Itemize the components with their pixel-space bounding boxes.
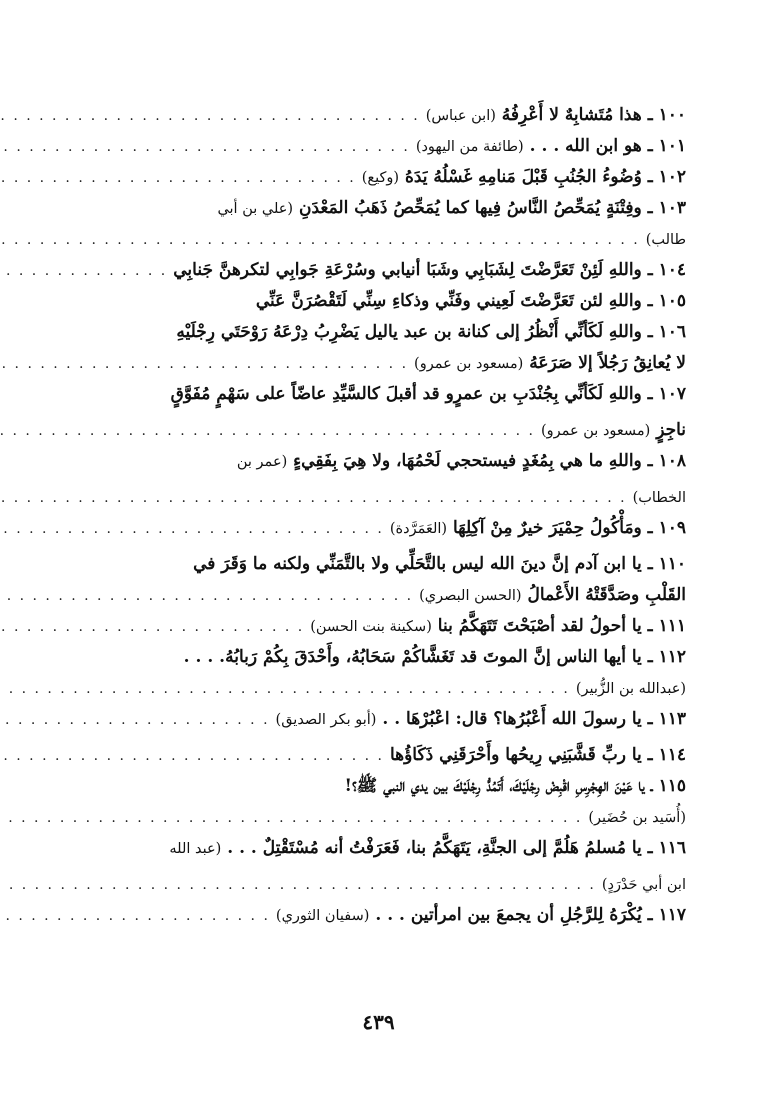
entry-source: (العَمَرَّدة) xyxy=(389,521,448,537)
entry-text: ١٠٠ ـ هذا مُتَشابِهٌ لا أَعْرِفُهُ (ابن عباس) xyxy=(425,105,686,125)
entry-text xyxy=(633,482,686,514)
entry-text: ١٠٤ ـ واللهِ لَئِنْ تَعَرَّضْتَ لِشَبَابِي وشَبَا أنيابي وسُرْعَةِ جَوابِي لتكرهنَّ جَنابِي xyxy=(173,260,686,280)
entry-text: ١١٧ ـ يُكْرَهُ لِلرَّجُلِ أن يجمعَ بين امرأتين . . . (سفيان الثوري) xyxy=(275,905,686,925)
entry-source: (سكينة بنت الحسن) xyxy=(310,619,432,635)
dot-leader xyxy=(0,870,602,901)
entry-source: (مسعود بن عمرو) xyxy=(540,423,651,439)
entry-line xyxy=(96,131,686,162)
dot-leader xyxy=(0,612,310,643)
entry-line xyxy=(96,771,686,802)
entry-line xyxy=(96,446,686,482)
entry-line xyxy=(96,869,686,900)
dot-leader xyxy=(0,705,276,736)
entry-line xyxy=(96,549,686,580)
entry-text: القَلْبِ وصَدَّقَتْهُ الأَعْمالُ (الحسن البصري) xyxy=(419,585,686,605)
entry-source: (علي بن أبي xyxy=(217,201,294,217)
entry-line xyxy=(96,482,686,513)
entry-line xyxy=(96,513,686,549)
entry-text xyxy=(576,673,686,705)
entry-line xyxy=(96,379,686,415)
entry-line xyxy=(96,833,686,869)
dot-leader xyxy=(0,225,646,256)
entry-text xyxy=(646,224,686,256)
entry-source: (طائفة من اليهود) xyxy=(415,139,524,155)
entry-text: ١٠٣ ـ وفِتْنَةٍ يُمَحِّصُ النَّاسُ فِيها كما يُمَحِّصُ ذَهَبُ المَعْدَنِ (علي بن أبي xyxy=(217,198,686,218)
entry-text: ١١٦ ـ يا مُسلمُ هَلُمَّ إلى الجنَّةِ، يَتَهَكَّمُ بنا، فَعَرَفْتُ أنه مُسْتَقْتِلٌ . . . (عبد الله xyxy=(169,838,686,858)
entry-source: (سفيان الثوري) xyxy=(275,908,370,924)
entry-source: ابن أبي حَدْرَدٍ) xyxy=(601,877,686,893)
entry-source: (أبو بكر الصديق) xyxy=(275,712,377,728)
entry-source: الخطاب) xyxy=(632,490,686,506)
entry-line xyxy=(96,673,686,704)
entry-line xyxy=(96,224,686,255)
entry-text: ١١١ ـ يا أحولُ لقد أصْبَحْتَ تَتَهَكَّمُ بنا (سكينة بنت الحسن) xyxy=(310,616,686,636)
entry-line xyxy=(96,193,686,224)
entry-text: ناجِزٍ (مسعود بن عمرو) xyxy=(540,420,686,440)
dot-leader xyxy=(0,803,588,834)
dot-leader xyxy=(0,101,426,132)
dot-leader xyxy=(0,581,419,612)
entry-source: (وكيع) xyxy=(361,170,400,186)
entry-text xyxy=(588,802,686,834)
entry-text: ١١٣ ـ يا رسولَ الله أَعْبُرُها؟ قال: اعْبُرْهَا . . (أبو بكر الصديق) xyxy=(275,709,686,729)
dot-leader xyxy=(0,674,576,705)
entry-text: ١٠٥ ـ واللهِ لئن تَعَرَّضْتَ لَعِيني وفَنِّي وذكاءِ سِنِّي لَتَقْصُرَنَّ عَنِّي xyxy=(255,291,686,311)
entry-source: (مسعود بن عمرو) xyxy=(414,356,524,372)
dot-leader xyxy=(0,901,276,932)
entry-source: (عمر بن xyxy=(236,454,288,470)
entry-text: ١١٤ ـ يا ربِّ قَشَّبَنِي رِيحُها وأَحْرَقَنِي ذَكَاؤُها xyxy=(389,745,686,765)
entry-text: ١٠٧ ـ واللهِ لَكَأنِّي بِجُنْدَبِ بن عمرٍو قد أقبلَ كالسَّيِّدِ عاضّاً على سَهْمٍ مُفَوَّقٍ xyxy=(170,384,686,404)
dot-leader xyxy=(0,483,633,514)
entry-line xyxy=(96,255,686,286)
entry-line xyxy=(96,802,686,833)
entry-line xyxy=(96,415,686,446)
entry-text: لا يُعانِقُ رَجُلاً إلا صَرَعَهُ (مسعود بن عمرو) xyxy=(414,353,686,373)
entry-source: (الحسن البصري) xyxy=(419,588,522,604)
entry-source: (عبدالله بن الزُّبير) xyxy=(575,681,686,697)
entry-text: ١٠٨ ـ واللهِ ما هي بِمُغَدٍ فيستحجي لَحْمُهَا، ولا هِيَ بِفَقِيءٍ (عمر بن xyxy=(236,451,686,471)
entry-text: ١٠٦ ـ واللهِ لَكَأنِّي أَنْظُرُ إلى كنانة بن عبد ياليل يَضْرِبُ دِرْعَهُ رَوْحَتَي رِجْلَيْهِ xyxy=(176,322,686,342)
entries-list xyxy=(96,100,686,931)
entry-source: (أُسَيد بن حُضَير) xyxy=(588,810,686,826)
entry-line xyxy=(96,611,686,642)
entry-source: طالب) xyxy=(645,232,686,248)
entry-line xyxy=(96,286,686,317)
entry-line xyxy=(96,100,686,131)
entry-text xyxy=(602,869,686,901)
dot-leader xyxy=(0,163,362,194)
entry-source: (عبد الله xyxy=(169,841,222,857)
dot-leader xyxy=(0,132,416,163)
entry-line xyxy=(96,900,686,931)
dot-leader xyxy=(0,416,541,447)
entry-line xyxy=(96,642,686,673)
entry-text: ١٠١ ـ هو ابن الله . . . (طائفة من اليهود) xyxy=(415,136,686,156)
entry-line xyxy=(96,317,686,348)
entry-line xyxy=(96,580,686,611)
entry-line xyxy=(96,740,686,771)
entry-text: ١١٥ ـ يا عَيْنَ الهِجْرِسِ اقْبِضْ رِجْلَيْكَ، أَتَمُدُّ رِجْلَيْكَ بين يدي النبي ﷺ؟! xyxy=(344,776,686,796)
page-number: ٤٣٩ xyxy=(362,1010,395,1034)
dot-leader xyxy=(0,741,390,772)
entry-text: ١١٠ ـ يا ابن آدم إنَّ دينَ الله ليس بالتَّحَلِّي ولا بالتَّمَنِّي ولكنه ما وَقَرَ في xyxy=(193,554,686,574)
entry-text: ١٠٢ ـ وُضُوءُ الجُنُبِ قَبْلَ مَنامِهِ غَسْلُهُ يَدَهُ (وكيع) xyxy=(361,167,686,187)
entry-text: ١١٢ ـ يا أيها الناس إنَّ الموتَ قد تَغَشَّاكُمْ سَحَابُهُ، وأَحْدَقَ بِكُمْ رَبابُهُ. . . . xyxy=(183,647,686,667)
entry-line xyxy=(96,162,686,193)
dot-leader xyxy=(0,256,173,287)
entry-line xyxy=(96,704,686,740)
entry-source: (ابن عباس) xyxy=(425,108,496,124)
entry-text: ١٠٩ ـ ومَأْكُولُ حِمْيَرَ خيرٌ مِنْ آكِلِهَا (العَمَرَّدة) xyxy=(389,518,686,538)
dot-leader xyxy=(0,514,390,545)
dot-leader xyxy=(0,349,414,380)
entry-line xyxy=(96,348,686,379)
